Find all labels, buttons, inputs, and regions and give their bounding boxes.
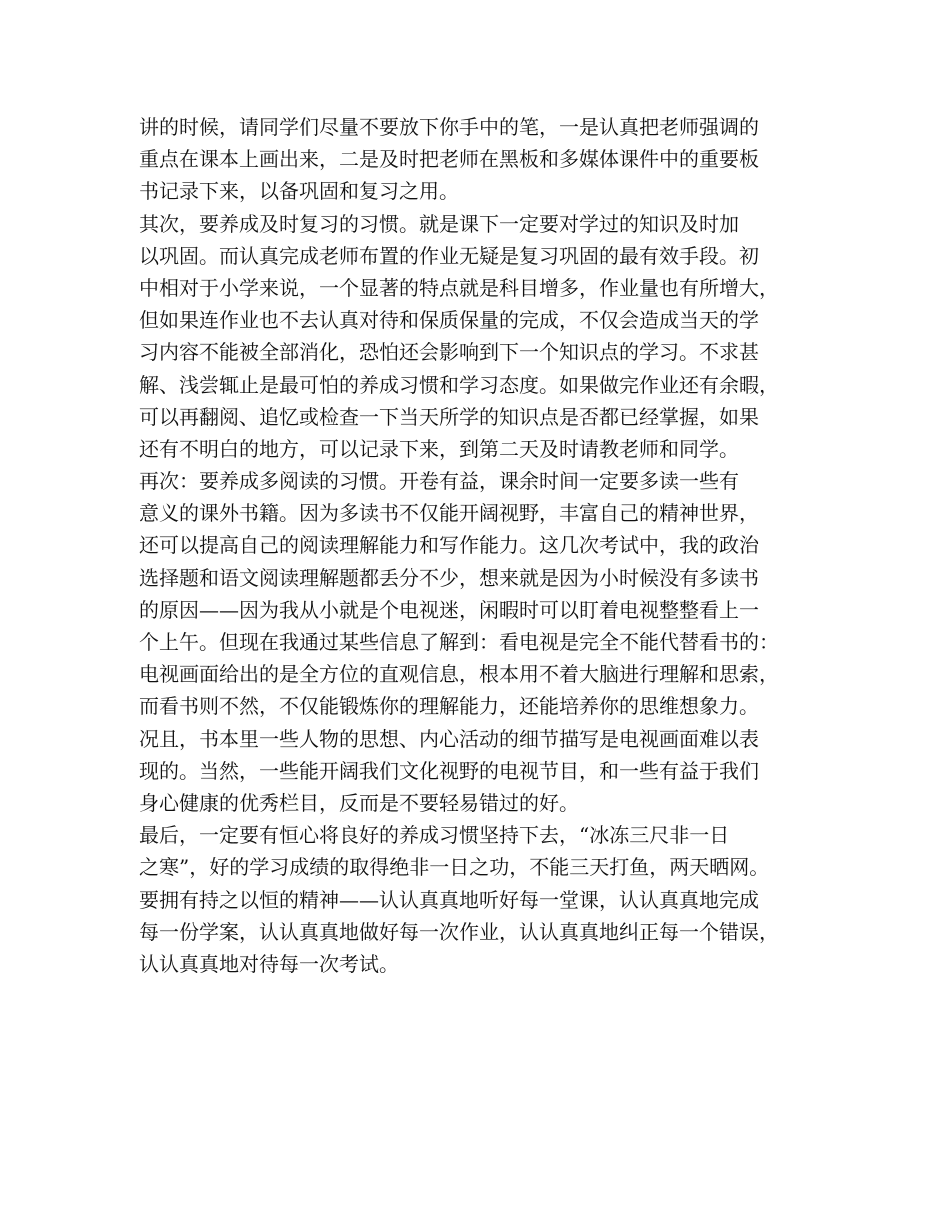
text-line: 解、浅尝辄止是最可怕的养成习惯和学习态度。如果做完作业还有余暇， <box>139 372 779 397</box>
text-line: 最后，一定要有恒心将良好的养成习惯坚持下去，“冰冻三尺非一日 <box>139 823 730 848</box>
text-line: 而看书则不然，不仅能锻炼你的理解能力，还能培养你的思维想象力。 <box>139 694 759 719</box>
text-line: 身心健康的优秀栏目，反而是不要轻易错过的好。 <box>139 790 579 815</box>
text-line: 个上午。但现在我通过某些信息了解到：看电视是完全不能代替看书的： <box>139 630 779 654</box>
text-line: 现的。当然，一些能开阔我们文化视野的电视节目，和一些有益于我们 <box>139 758 759 783</box>
text-line: 还可以提高自己的阅读理解能力和写作能力。这几次考试中，我的政治 <box>139 533 759 558</box>
text-line: 可以再翻阅、追忆或检查一下当天所学的知识点是否都已经掌握，如果 <box>139 404 759 429</box>
text-line: 每一份学案，认认真真地做好每一次作业，认认真真地纠正每一个错误， <box>139 919 779 944</box>
text-line: 的原因——因为我从小就是个电视迷，闲暇时可以盯着电视整整看上一 <box>139 597 759 622</box>
text-line: 要拥有持之以恒的精神——认认真真地听好每一堂课，认认真真地完成 <box>139 887 759 912</box>
text-line: 之寒”，好的学习成绩的取得绝非一日之功，不能三天打鱼，两天晒网。 <box>139 855 770 880</box>
text-line: 以巩固。而认真完成老师布置的作业无疑是复习巩固的最有效手段。初 <box>139 243 759 268</box>
text-line: 重点在课本上画出来，二是及时把老师在黑板和多媒体课件中的重要板 <box>139 147 759 172</box>
body-text <box>139 111 829 980</box>
text-line: 意义的课外书籍。因为多读书不仅能开阔视野，丰富自己的精神世界， <box>139 501 759 526</box>
text-line: 讲的时候，请同学们尽量不要放下你手中的笔，一是认真把老师强调的 <box>139 115 759 139</box>
text-line: 但如果连作业也不去认真对待和保质保量的完成，不仅会造成当天的学 <box>139 308 759 333</box>
text-line: 习内容不能被全部消化，恐怕还会影响到下一个知识点的学习。不求甚 <box>139 340 759 365</box>
text-line: 书记录下来，以备巩固和复习之用。 <box>139 179 459 204</box>
text-line: 况且，书本里一些人物的思想、内心活动的细节描写是电视画面难以表 <box>139 726 759 751</box>
text-line: 还有不明白的地方，可以记录下来，到第二天及时请教老师和同学。 <box>139 436 739 461</box>
text-line: 认认真真地对待每一次考试。 <box>139 951 399 976</box>
text-line: 其次，要养成及时复习的习惯。就是课下一定要对学过的知识及时加 <box>139 211 739 236</box>
text-line: 电视画面给出的是全方位的直观信息，根本用不着大脑进行理解和思索， <box>139 662 779 687</box>
text-line: 选择题和语文阅读理解题都丢分不少，想来就是因为小时候没有多读书 <box>139 565 759 590</box>
text-line: 中相对于小学来说，一个显著的特点就是科目增多，作业量也有所增大， <box>139 275 779 300</box>
text-line: 再次：要养成多阅读的习惯。开卷有益，课余时间一定要多读一些有 <box>139 469 739 494</box>
